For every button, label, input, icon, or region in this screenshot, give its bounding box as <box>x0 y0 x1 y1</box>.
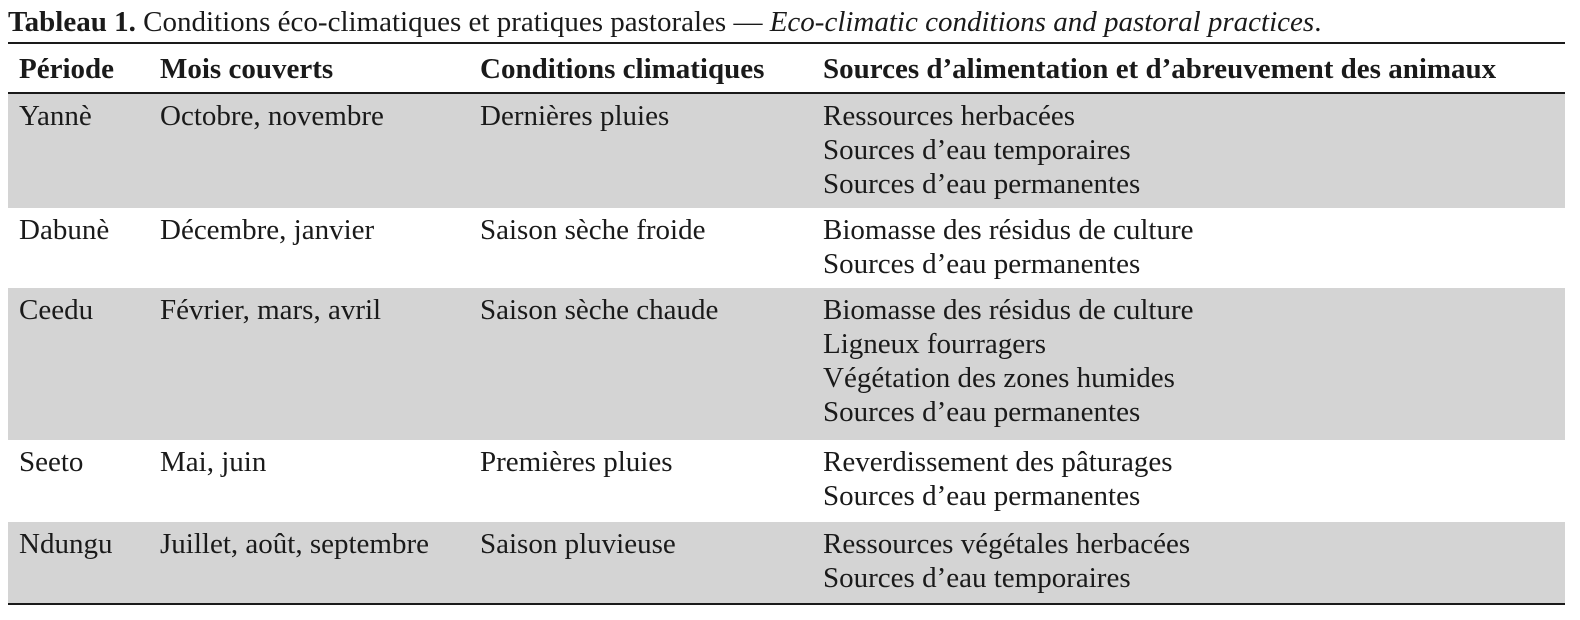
header-sources: Sources d’alimentation et d’abreuvement des animaux <box>823 53 1497 85</box>
table-row <box>8 208 1565 288</box>
cell-conditions: Saison pluvieuse <box>480 528 676 560</box>
table-row <box>8 440 1565 522</box>
cell-periode: Yannè <box>19 100 92 132</box>
cell-periode: Ndungu <box>19 528 113 560</box>
caption-label: Tableau 1. <box>8 6 136 38</box>
cell-sources <box>823 293 1193 429</box>
cell-conditions: Saison sèche chaude <box>480 294 719 326</box>
cell-sources <box>823 213 1193 281</box>
source-item: Biomasse des résidus de culture <box>823 294 1194 326</box>
header-mois: Mois couverts <box>160 53 334 85</box>
cell-sources <box>823 99 1140 201</box>
cell-mois: Février, mars, avril <box>160 294 382 326</box>
source-item: Ligneux fourragers <box>823 328 1047 360</box>
cell-conditions: Dernières pluies <box>480 100 670 132</box>
cell-sources <box>823 527 1190 595</box>
top-rule <box>8 42 1565 44</box>
source-item: Sources d’eau permanentes <box>823 168 1141 200</box>
cell-conditions: Saison sèche froide <box>480 214 706 246</box>
source-item: Sources d’eau permanentes <box>823 480 1141 512</box>
table-header <box>8 46 1565 92</box>
caption-english: Eco-climatic conditions and pastoral practices <box>769 6 1315 38</box>
header-periode: Période <box>19 53 115 85</box>
cell-periode: Seeto <box>19 446 84 478</box>
cell-mois: Octobre, novembre <box>160 100 384 132</box>
cell-mois: Décembre, janvier <box>160 214 375 246</box>
source-item: Ressources végétales herbacées <box>823 528 1191 560</box>
table-row <box>8 288 1565 440</box>
caption-end: . <box>1314 6 1322 38</box>
source-item: Sources d’eau temporaires <box>823 562 1131 594</box>
source-item: Ressources herbacées <box>823 100 1076 132</box>
table-caption <box>8 2 1568 42</box>
cell-periode: Ceedu <box>19 294 94 326</box>
header-conditions: Conditions climatiques <box>480 53 765 85</box>
source-item: Biomasse des résidus de culture <box>823 214 1194 246</box>
table-row <box>8 522 1565 603</box>
cell-periode: Dabunè <box>19 214 110 246</box>
source-item: Sources d’eau permanentes <box>823 396 1141 428</box>
source-item: Reverdissement des pâturages <box>823 446 1173 478</box>
bottom-rule <box>8 603 1565 605</box>
cell-mois: Mai, juin <box>160 446 267 478</box>
cell-conditions: Premières pluies <box>480 446 673 478</box>
source-item: Sources d’eau temporaires <box>823 134 1131 166</box>
source-item: Végétation des zones humides <box>823 362 1175 394</box>
table-row <box>8 94 1565 208</box>
source-item: Sources d’eau permanentes <box>823 248 1141 280</box>
caption-french: Conditions éco-climatiques et pratiques pastorales — <box>135 6 770 38</box>
cell-mois: Juillet, août, septembre <box>160 528 429 560</box>
cell-sources <box>823 445 1173 513</box>
